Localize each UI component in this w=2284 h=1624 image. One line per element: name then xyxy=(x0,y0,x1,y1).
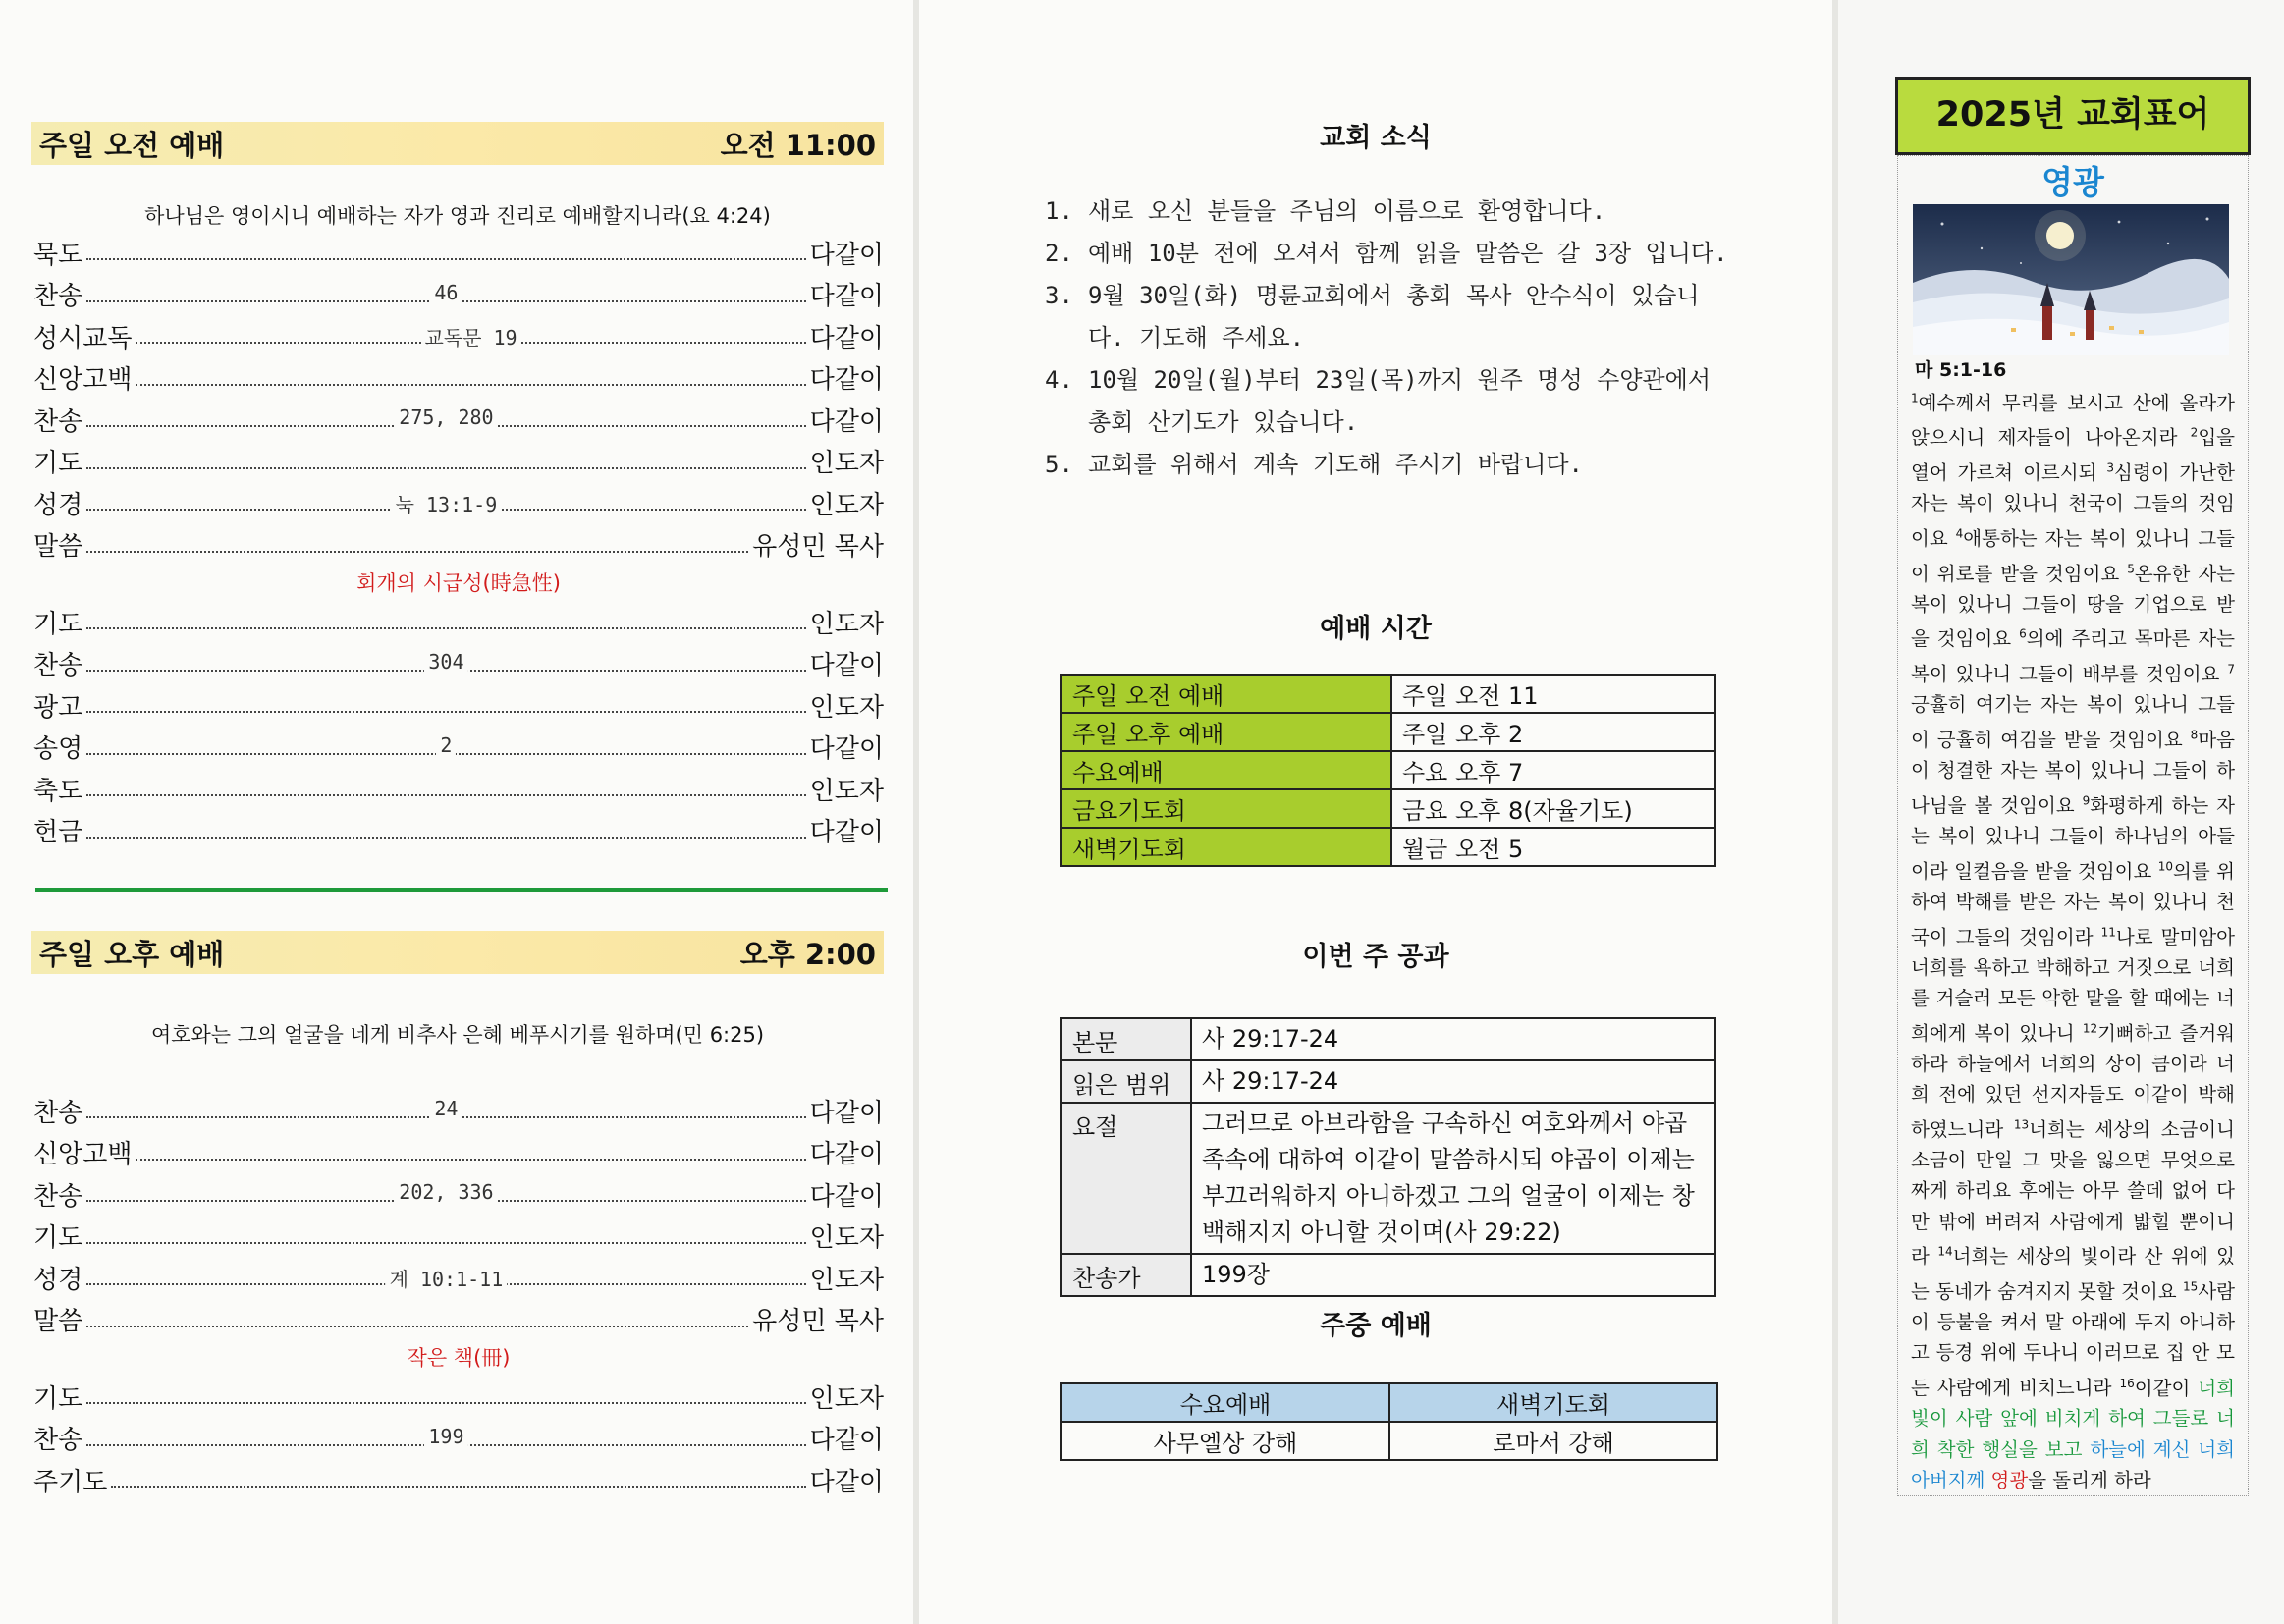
verse16-blue: 하늘에 계신 너희 아버지께 xyxy=(1911,1437,2235,1491)
lesson-value: 사 29:17-24 xyxy=(1191,1060,1715,1103)
order-person: 인도자 xyxy=(809,692,884,723)
order-label: 말씀 xyxy=(33,1307,83,1337)
verse-text: 화평하게 하는 자는 복이 있나니 그들이 하나님의 아들이라 일컬음을 받을 것임이요 xyxy=(1911,793,2235,883)
verse16-end: 을 돌리게 하라 xyxy=(2028,1468,2151,1491)
order-row xyxy=(33,315,884,357)
verse-text: 의에 주리고 목마른 자는 복이 있나니 그들이 배부를 것임이요 xyxy=(1911,627,2235,686)
news-item xyxy=(1045,190,1732,233)
verse-number: 2 xyxy=(2190,425,2199,440)
dot-leader xyxy=(86,551,748,553)
news-list xyxy=(1045,190,1732,486)
order-label: 찬송 xyxy=(33,1426,83,1456)
order-person: 다같이 xyxy=(809,323,884,353)
news-item xyxy=(1045,233,1732,275)
scripture-reference: 마 5:1-16 xyxy=(1915,359,2007,381)
order-row xyxy=(33,274,884,316)
order-row xyxy=(33,601,884,643)
order-person: 인도자 xyxy=(809,776,884,806)
dot-leader xyxy=(86,258,805,260)
weekday-title: 주중 예배 xyxy=(1320,1311,1432,1341)
verse-number: 5 xyxy=(2127,562,2135,576)
order-label: 기도 xyxy=(33,449,83,479)
order-row xyxy=(33,1216,884,1258)
verse-number: 6 xyxy=(2019,626,2027,641)
dot-leader xyxy=(86,493,805,517)
order-label: 신앙고백 xyxy=(33,1140,133,1170)
morning-service-time: 오전 11:00 xyxy=(720,128,876,162)
order-label: 축도 xyxy=(33,776,83,806)
dot-leader xyxy=(86,1326,748,1327)
order-person: 다같이 xyxy=(809,282,884,312)
weekday-header-wednesday: 수요예배 xyxy=(1061,1383,1389,1422)
verse-number: 8 xyxy=(2190,728,2199,742)
morning-sermon-title: 회개의 시급성(時急性) xyxy=(356,571,561,595)
verse16-start: 이같이 xyxy=(2134,1377,2199,1400)
dot-leader xyxy=(86,467,805,469)
order-label: 말씀 xyxy=(33,532,83,563)
order-row xyxy=(33,1376,884,1418)
verse-number: 3 xyxy=(2106,460,2115,475)
order-detail: 199 xyxy=(424,1425,467,1448)
verse16-red: 영광 xyxy=(1990,1468,2029,1491)
verse-text: 의를 위하여 박해를 받은 자는 복이 있나니 천국이 그들의 것임이라 xyxy=(1911,859,2235,948)
dot-leader xyxy=(86,732,805,757)
right-panel xyxy=(1838,0,2284,1624)
dot-leader xyxy=(136,384,805,386)
news-text: 새로 오신 분들을 주님의 이름으로 환영합니다. xyxy=(1088,197,1606,225)
order-detail: 304 xyxy=(424,650,467,674)
order-row xyxy=(33,684,884,727)
order-person: 다같이 xyxy=(809,734,884,765)
verse-text: 온유한 자는 복이 있나니 그들이 땅을 기업으로 받을 것임이요 xyxy=(1911,562,2235,651)
order-row xyxy=(33,643,884,685)
times-service: 주일 오전 예배 xyxy=(1061,675,1391,713)
verse-text: 예수께서 무리를 보시고 산에 올라가 앉으시니 제자들이 나아온지라 xyxy=(1911,391,2235,450)
verse-number: 12 xyxy=(2082,1021,2098,1036)
news-item xyxy=(1045,444,1732,486)
order-row xyxy=(33,1299,884,1341)
times-row xyxy=(1061,789,1715,828)
verse-text: 마음이 청결한 자는 복이 있나니 그들이 하나님을 볼 것임이요 xyxy=(1911,729,2235,817)
news-number: 4. xyxy=(1045,366,1073,394)
order-person: 다같이 xyxy=(809,1140,884,1170)
order-label: 헌금 xyxy=(33,818,83,848)
afternoon-service-title: 주일 오후 예배 xyxy=(39,937,225,971)
order-label: 기도 xyxy=(33,1383,83,1414)
dot-leader xyxy=(86,837,805,839)
afternoon-order xyxy=(33,1090,884,1501)
order-label: 기도 xyxy=(33,1223,83,1254)
news-number: 3. xyxy=(1045,282,1073,309)
verse-text: 입을 열어 가르쳐 이르시되 xyxy=(1911,426,2235,484)
news-text: 예배 10분 전에 오셔서 함께 읽을 말씀은 갈 3장 입니다. xyxy=(1088,240,1728,267)
verse-number: 4 xyxy=(1955,526,1964,541)
verse-number: 11 xyxy=(2100,925,2116,940)
order-person: 다같이 xyxy=(809,1426,884,1456)
times-row xyxy=(1061,675,1715,713)
order-label: 기도 xyxy=(33,609,83,639)
order-row xyxy=(33,1090,884,1132)
left-panel xyxy=(0,0,913,1624)
order-detail: 눅 13:1-9 xyxy=(392,489,502,517)
verse-text: 기뻐하고 즐거워하라 하늘에서 너희의 상이 큼이라 너희 전에 있던 선지자들도 이같이 박해하였느니라 xyxy=(1911,1021,2235,1141)
times-when: 금요 오후 8(자율기도) xyxy=(1391,789,1715,828)
verse-number: 7 xyxy=(2227,662,2235,677)
order-label: 신앙고백 xyxy=(33,365,133,396)
order-detail: 2 xyxy=(436,733,456,757)
order-label: 송영 xyxy=(33,734,83,765)
news-item xyxy=(1045,359,1732,444)
order-row xyxy=(33,232,884,274)
morning-verse: 하나님은 영이시니 예배하는 자가 영과 진리로 예배할지니라(요 4:24) xyxy=(144,204,771,228)
times-service: 수요예배 xyxy=(1061,751,1391,789)
weekday-table xyxy=(1060,1382,1718,1461)
times-service: 새벽기도회 xyxy=(1061,828,1391,866)
afternoon-service-header xyxy=(31,931,884,974)
lesson-row xyxy=(1061,1060,1715,1103)
times-row xyxy=(1061,751,1715,789)
order-person: 인도자 xyxy=(809,609,884,639)
lesson-row xyxy=(1061,1103,1715,1254)
verse-number: 10 xyxy=(2157,859,2174,874)
order-person: 다같이 xyxy=(809,406,884,437)
weekday-value-wednesday: 사무엘상 강해 xyxy=(1061,1422,1389,1460)
verse16-green: 너희 빛이 사람 앞에 비치게 하여 그들로 너희 착한 행실을 보고 xyxy=(1911,1377,2235,1461)
verse-number: 1 xyxy=(1911,391,1919,405)
order-person: 인도자 xyxy=(809,1383,884,1414)
snowy-village-image xyxy=(1913,204,2229,355)
dot-leader xyxy=(86,280,805,304)
motto-header: 2025년 교회표어 xyxy=(1895,77,2251,155)
order-person: 다같이 xyxy=(809,818,884,848)
news-title: 교회 소식 xyxy=(1320,123,1432,153)
times-row xyxy=(1061,828,1715,866)
order-detail: 275, 280 xyxy=(395,406,497,429)
order-person: 다같이 xyxy=(809,651,884,681)
order-person: 다같이 xyxy=(809,365,884,396)
verse-text: 너희는 세상의 소금이니 소금이 만일 그 맛을 잃으면 무엇으로 짜게 하리요 후에는 아무 쓸데 없어 다만 밖에 버려져 사람에게 밟힐 뿐이니라 xyxy=(1911,1117,2235,1269)
morning-service-title: 주일 오전 예배 xyxy=(39,128,225,162)
news-text: 9월 30일(화) 명륜교회에서 총회 목사 안수식이 있습니다. 기도해 주세요. xyxy=(1088,282,1700,352)
lesson-title: 이번 주 공과 xyxy=(1302,942,1449,972)
order-label: 찬송 xyxy=(33,1181,83,1212)
order-label: 찬송 xyxy=(33,406,83,437)
verse-number: 14 xyxy=(1937,1244,1953,1259)
order-person: 인도자 xyxy=(809,1223,884,1254)
order-row xyxy=(33,441,884,483)
scripture-text xyxy=(1911,383,2235,1495)
order-person: 다같이 xyxy=(809,1467,884,1497)
dot-leader xyxy=(136,1159,805,1161)
afternoon-service-time: 오후 2:00 xyxy=(739,937,876,971)
times-when: 주일 오후 2 xyxy=(1391,713,1715,751)
lesson-value: 199장 xyxy=(1191,1254,1715,1296)
verse-text: 긍휼히 여기는 자는 복이 있나니 그들이 긍휼히 여김을 받을 것임이요 xyxy=(1911,693,2235,752)
order-row xyxy=(33,524,884,567)
dot-leader xyxy=(86,1268,805,1292)
worship-times-table xyxy=(1060,674,1716,867)
order-label: 성시교독 xyxy=(33,323,133,353)
order-label: 성경 xyxy=(33,490,83,520)
lesson-row xyxy=(1061,1018,1715,1060)
lesson-row xyxy=(1061,1254,1715,1296)
order-row xyxy=(33,1257,884,1299)
section-divider xyxy=(35,888,888,892)
times-row xyxy=(1061,713,1715,751)
lesson-key: 찬송가 xyxy=(1061,1254,1191,1296)
news-number: 2. xyxy=(1045,240,1073,267)
order-label: 찬송 xyxy=(33,282,83,312)
news-item xyxy=(1045,275,1732,359)
morning-order xyxy=(33,232,884,851)
morning-service-header xyxy=(31,122,884,165)
order-person: 다같이 xyxy=(809,1098,884,1128)
order-row xyxy=(33,1418,884,1460)
order-person: 다같이 xyxy=(809,1181,884,1212)
dot-leader xyxy=(86,627,805,629)
lesson-key: 읽은 범위 xyxy=(1061,1060,1191,1103)
order-person: 인도자 xyxy=(809,1265,884,1295)
order-label: 주기도 xyxy=(33,1467,108,1497)
times-when: 주일 오전 11 xyxy=(1391,675,1715,713)
dot-leader xyxy=(86,1424,805,1448)
order-row xyxy=(33,1459,884,1501)
verse-text: 너희는 세상의 빛이라 산 위에 있는 동네가 숨겨지지 못할 것이요 xyxy=(1911,1245,2235,1303)
verse-number: 15 xyxy=(2183,1279,2199,1294)
dot-leader xyxy=(86,711,805,713)
times-service: 주일 오후 예배 xyxy=(1061,713,1391,751)
middle-panel xyxy=(919,0,1832,1624)
order-detail: 24 xyxy=(430,1097,462,1120)
dot-leader xyxy=(86,1097,805,1121)
dot-leader xyxy=(86,406,805,430)
weekday-header-dawn: 새벽기도회 xyxy=(1389,1383,1717,1422)
order-row xyxy=(33,482,884,524)
order-label: 묵도 xyxy=(33,240,83,270)
order-person: 유성민 목사 xyxy=(752,1307,884,1337)
afternoon-sermon-title: 작은 책(冊) xyxy=(407,1346,511,1370)
order-row xyxy=(33,1132,884,1174)
dot-leader xyxy=(86,1402,805,1404)
order-detail: 계 10:1-11 xyxy=(386,1264,508,1292)
order-row xyxy=(33,727,884,769)
order-person: 인도자 xyxy=(809,449,884,479)
order-label: 찬송 xyxy=(33,651,83,681)
order-label: 성경 xyxy=(33,1265,83,1295)
order-label: 광고 xyxy=(33,692,83,723)
weekday-value-dawn: 로마서 강해 xyxy=(1389,1422,1717,1460)
order-row xyxy=(33,357,884,400)
times-title: 예배 시간 xyxy=(1320,614,1432,644)
verse-text: 사람이 등불을 켜서 말 아래에 두지 아니하고 등경 위에 두나니 이러므로 집 안 모든 사람에게 비치느니라 xyxy=(1911,1279,2235,1400)
order-detail: 교독문 19 xyxy=(421,322,521,351)
lesson-value: 사 29:17-24 xyxy=(1191,1018,1715,1060)
lesson-table xyxy=(1060,1017,1716,1297)
lesson-value: 그러므로 아브라함을 구속하신 여호와께서 야곱 족속에 대하여 이같이 말씀하시되 야곱이 이제는 부끄러워하지 아니하겠고 그의 얼굴이 이제는 창백해지지 아니할 것이며(사 29:22) xyxy=(1191,1103,1715,1254)
verse-number: 9 xyxy=(2082,793,2091,808)
times-when: 월금 오전 5 xyxy=(1391,828,1715,866)
news-number: 1. xyxy=(1045,197,1073,225)
times-when: 수요 오후 7 xyxy=(1391,751,1715,789)
order-row xyxy=(33,399,884,441)
motto-word: 영광 xyxy=(2041,163,2104,201)
dot-leader xyxy=(86,649,805,674)
dot-leader xyxy=(86,1180,805,1205)
dot-leader xyxy=(86,1242,805,1244)
order-person: 유성민 목사 xyxy=(752,532,884,563)
verse-text: 심령이 가난한 자는 복이 있나니 천국이 그들의 것임이요 xyxy=(1911,460,2235,550)
order-detail: 202, 336 xyxy=(395,1180,497,1204)
afternoon-verse: 여호와는 그의 얼굴을 네게 비추사 은혜 베푸시기를 원하며(민 6:25) xyxy=(150,1023,765,1047)
verse-text: 나로 말미암아 너희를 욕하고 박해하고 거짓으로 너희를 거슬러 모든 악한 말을 할 때에는 너희에게 복이 있나니 xyxy=(1911,925,2235,1045)
news-text: 교회를 위해서 계속 기도해 주시기 바랍니다. xyxy=(1088,451,1584,478)
dot-leader xyxy=(136,326,805,351)
order-detail: 46 xyxy=(430,281,462,304)
dot-leader xyxy=(111,1486,805,1488)
lesson-key: 본문 xyxy=(1061,1018,1191,1060)
verse-number: 13 xyxy=(2013,1117,2030,1132)
dot-leader xyxy=(86,794,805,796)
times-service: 금요기도회 xyxy=(1061,789,1391,828)
order-row xyxy=(33,768,884,810)
order-person: 다같이 xyxy=(809,240,884,270)
order-row xyxy=(33,810,884,852)
news-number: 5. xyxy=(1045,451,1073,478)
order-person: 인도자 xyxy=(809,490,884,520)
news-text: 10월 20일(월)부터 23일(목)까지 원주 명성 수양관에서 총회 산기도가 있습니다. xyxy=(1088,366,1712,436)
verse-text: 애통하는 자는 복이 있나니 그들이 위로를 받을 것임이요 xyxy=(1911,526,2235,585)
verse-number: 16 xyxy=(2119,1376,2135,1390)
order-row xyxy=(33,1173,884,1216)
lesson-key: 요절 xyxy=(1061,1103,1191,1254)
order-label: 찬송 xyxy=(33,1098,83,1128)
